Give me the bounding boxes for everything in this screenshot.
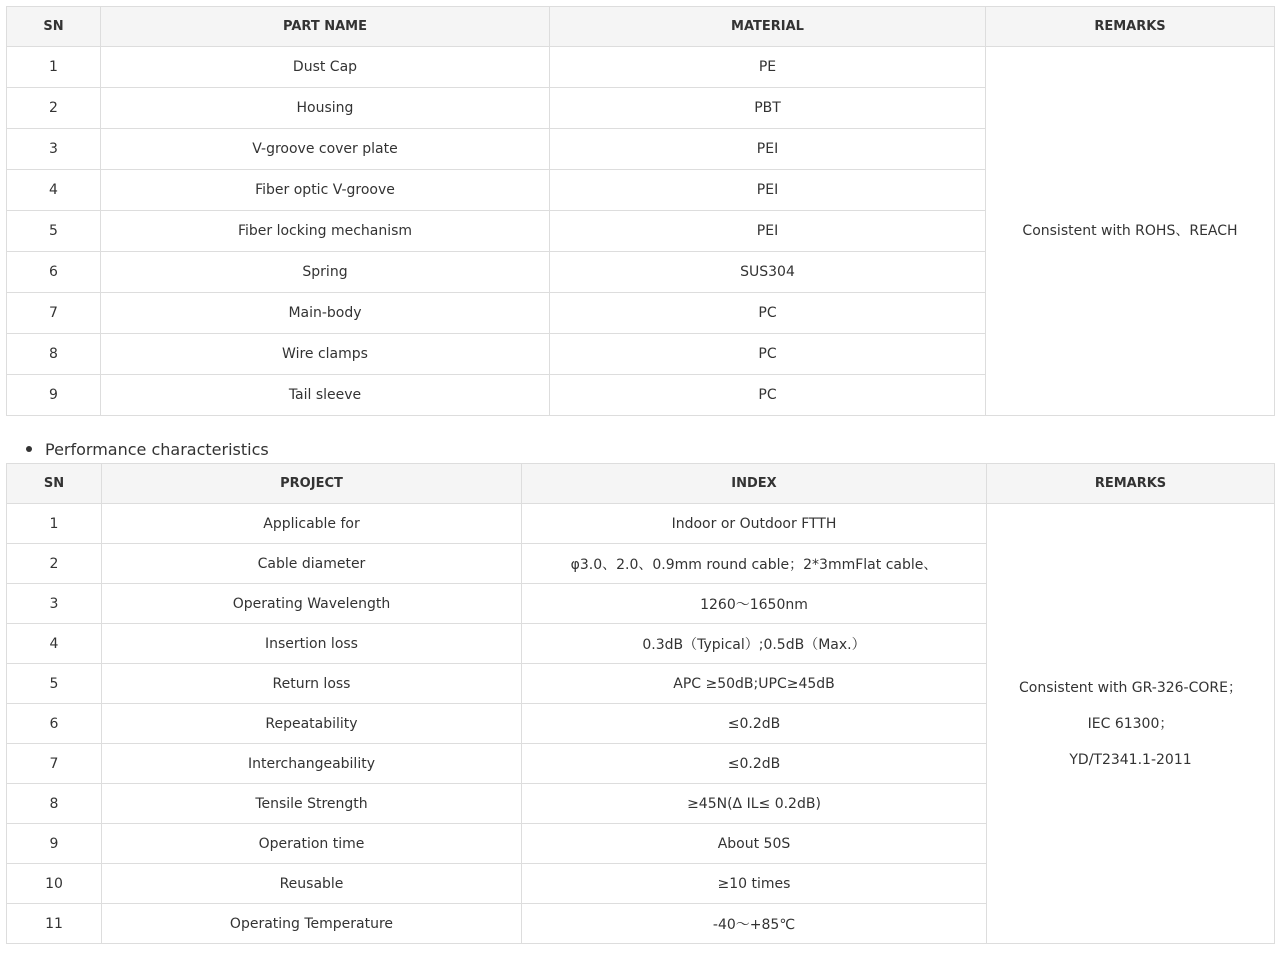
project-cell: Reusable bbox=[102, 864, 522, 904]
index-cell: APC ≥50dB;UPC≥45dB bbox=[522, 664, 987, 704]
remarks-line: YD/T2341.1-2011 bbox=[1069, 751, 1192, 768]
material-cell: SUS304 bbox=[550, 252, 986, 293]
material-cell: PC bbox=[550, 375, 986, 416]
remarks-line: Consistent with GR-326-CORE； bbox=[1019, 679, 1242, 696]
table-header-row bbox=[7, 7, 1275, 47]
project-cell: Insertion loss bbox=[102, 624, 522, 664]
sn-cell: 4 bbox=[7, 170, 101, 211]
table-header-row bbox=[7, 464, 1275, 504]
performance-heading bbox=[26, 437, 269, 461]
index-cell: ≥45N(Δ IL≤ 0.2dB) bbox=[522, 784, 987, 824]
column-header-index: INDEX bbox=[522, 464, 987, 504]
part-name-cell: Spring bbox=[101, 252, 550, 293]
sn-cell: 4 bbox=[7, 624, 102, 664]
material-cell: PEI bbox=[550, 170, 986, 211]
sn-cell: 7 bbox=[7, 293, 101, 334]
remarks-cell: Consistent with ROHS、REACH bbox=[986, 47, 1275, 416]
part-name-cell: Main-body bbox=[101, 293, 550, 334]
sn-cell: 5 bbox=[7, 664, 102, 704]
sn-cell: 10 bbox=[7, 864, 102, 904]
sn-cell: 3 bbox=[7, 129, 101, 170]
project-cell: Operating Temperature bbox=[102, 904, 522, 944]
part-name-cell: V-groove cover plate bbox=[101, 129, 550, 170]
column-header-part-name: PART NAME bbox=[101, 7, 550, 47]
column-header-sn: SN bbox=[7, 464, 102, 504]
part-name-cell: Wire clamps bbox=[101, 334, 550, 375]
material-cell: PEI bbox=[550, 129, 986, 170]
remarks-line: IEC 61300； bbox=[1087, 715, 1174, 732]
sn-cell: 1 bbox=[7, 47, 101, 88]
index-cell: About 50S bbox=[522, 824, 987, 864]
project-cell: Tensile Strength bbox=[102, 784, 522, 824]
project-cell: Applicable for bbox=[102, 504, 522, 544]
bullet-icon bbox=[26, 446, 32, 452]
index-cell: ≤0.2dB bbox=[522, 744, 987, 784]
index-cell: 1260～1650nm bbox=[522, 584, 987, 624]
sn-cell: 7 bbox=[7, 744, 102, 784]
project-cell: Return loss bbox=[102, 664, 522, 704]
project-cell: Operating Wavelength bbox=[102, 584, 522, 624]
material-cell: PEI bbox=[550, 211, 986, 252]
part-name-cell: Dust Cap bbox=[101, 47, 550, 88]
project-cell: Interchangeability bbox=[102, 744, 522, 784]
index-cell: -40～+85℃ bbox=[522, 904, 987, 944]
project-cell: Operation time bbox=[102, 824, 522, 864]
column-header-remarks: REMARKS bbox=[986, 7, 1275, 47]
material-cell: PC bbox=[550, 334, 986, 375]
part-name-cell: Fiber optic V-groove bbox=[101, 170, 550, 211]
materials-table bbox=[6, 6, 1275, 416]
index-cell: ≤0.2dB bbox=[522, 704, 987, 744]
part-name-cell: Tail sleeve bbox=[101, 375, 550, 416]
sn-cell: 3 bbox=[7, 584, 102, 624]
sn-cell: 8 bbox=[7, 334, 101, 375]
sn-cell: 2 bbox=[7, 544, 102, 584]
project-cell: Repeatability bbox=[102, 704, 522, 744]
sn-cell: 1 bbox=[7, 504, 102, 544]
material-cell: PC bbox=[550, 293, 986, 334]
performance-heading-text: Performance characteristics bbox=[45, 439, 269, 459]
sn-cell: 5 bbox=[7, 211, 101, 252]
material-cell: PBT bbox=[550, 88, 986, 129]
sn-cell: 6 bbox=[7, 252, 101, 293]
performance-table bbox=[6, 463, 1275, 944]
index-cell: Indoor or Outdoor FTTH bbox=[522, 504, 987, 544]
sn-cell: 2 bbox=[7, 88, 101, 129]
column-header-project: PROJECT bbox=[102, 464, 522, 504]
column-header-material: MATERIAL bbox=[550, 7, 986, 47]
project-cell: Cable diameter bbox=[102, 544, 522, 584]
sn-cell: 8 bbox=[7, 784, 102, 824]
sn-cell: 9 bbox=[7, 375, 101, 416]
table-row bbox=[7, 504, 1275, 544]
column-header-remarks: REMARKS bbox=[987, 464, 1275, 504]
table-row bbox=[7, 47, 1275, 88]
remarks-cell bbox=[987, 504, 1275, 944]
index-cell: φ3.0、2.0、0.9mm round cable；2*3mmFlat cable、 bbox=[522, 544, 987, 584]
part-name-cell: Housing bbox=[101, 88, 550, 129]
index-cell: ≥10 times bbox=[522, 864, 987, 904]
index-cell: 0.3dB（Typical）;0.5dB（Max.） bbox=[522, 624, 987, 664]
material-cell: PE bbox=[550, 47, 986, 88]
sn-cell: 11 bbox=[7, 904, 102, 944]
sn-cell: 6 bbox=[7, 704, 102, 744]
column-header-sn: SN bbox=[7, 7, 101, 47]
sn-cell: 9 bbox=[7, 824, 102, 864]
part-name-cell: Fiber locking mechanism bbox=[101, 211, 550, 252]
